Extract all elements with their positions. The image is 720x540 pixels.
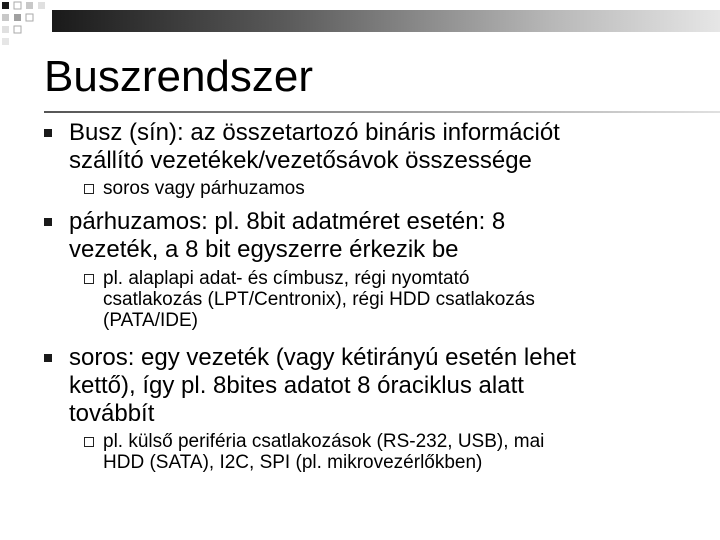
sub-bullet-1-1 xyxy=(103,178,693,199)
sub-bullet-line: (PATA/IDE) xyxy=(103,310,198,331)
corner-square xyxy=(26,2,33,9)
corner-square xyxy=(2,2,9,9)
sub-bullet-line: soros vagy párhuzamos xyxy=(103,178,305,199)
sub-bullet-line: pl. külső periféria csatlakozások (RS-232, USB), mai xyxy=(103,431,545,452)
title-underline xyxy=(44,111,720,113)
sub-bullet-line: HDD (SATA), I2C, SPI (pl. mikrovezérlőkben) xyxy=(103,452,483,473)
slide-title: Buszrendszer xyxy=(44,52,314,101)
sub-bullet-3-1 xyxy=(103,431,693,473)
bullet-line: továbbít xyxy=(69,400,155,427)
bullet-3 xyxy=(69,344,689,428)
corner-square xyxy=(14,14,21,21)
corner-square xyxy=(14,26,21,33)
sub-bullet-2-1 xyxy=(103,268,693,331)
corner-square xyxy=(2,38,9,45)
corner-square xyxy=(14,2,21,9)
bullet-line: vezeték, a 8 bit egyszerre érkezik be xyxy=(69,236,459,263)
bullet-line: Busz (sín): az összetartozó bináris információt xyxy=(69,119,560,146)
sub-bullet-hollow-square-icon xyxy=(84,274,94,284)
bullet-1 xyxy=(69,119,689,175)
corner-square xyxy=(2,26,9,33)
corner-decoration xyxy=(0,0,48,48)
header-gradient-bar xyxy=(52,10,720,32)
corner-square xyxy=(2,14,9,21)
bullet-line: kettő), így pl. 8bites adatot 8 óraciklus alatt xyxy=(69,372,524,399)
bullet-line: soros: egy vezeték (vagy kétirányú esetén lehet xyxy=(69,344,576,371)
sub-bullet-line: csatlakozás (LPT/Centronix), régi HDD csatlakozás xyxy=(103,289,535,310)
sub-bullet-hollow-square-icon xyxy=(84,437,94,447)
sub-bullet-hollow-square-icon xyxy=(84,184,94,194)
sub-bullet-line: pl. alaplapi adat- és címbusz, régi nyomtató xyxy=(103,268,470,289)
bullet-square-icon xyxy=(44,218,52,226)
bullet-square-icon xyxy=(44,354,52,362)
bullet-line: párhuzamos: pl. 8bit adatméret esetén: 8 xyxy=(69,208,506,235)
bullet-square-icon xyxy=(44,129,52,137)
corner-square xyxy=(26,14,33,21)
corner-square xyxy=(38,2,45,9)
bullet-2 xyxy=(69,208,689,264)
bullet-line: szállító vezetékek/vezetősávok összessége xyxy=(69,147,532,174)
